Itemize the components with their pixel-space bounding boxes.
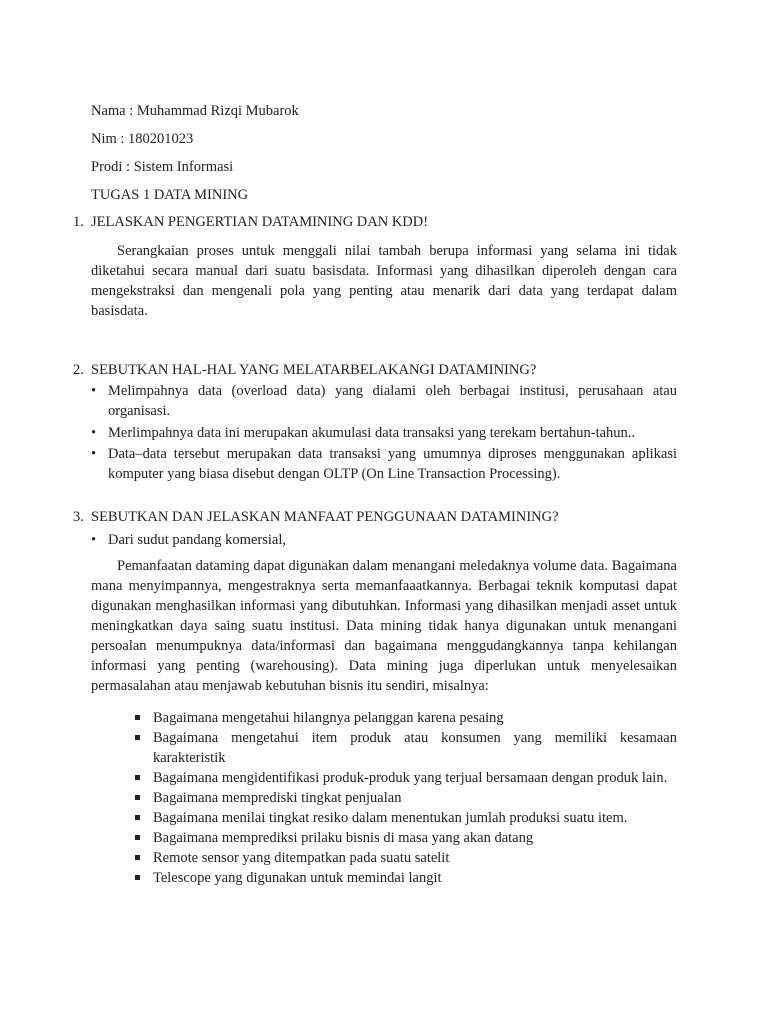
answer-3-paragraph xyxy=(91,556,677,696)
answer-3-list xyxy=(91,530,677,552)
student-nim: Nim : 180201023 xyxy=(91,131,194,147)
student-name: Nama : Muhammad Rizqi Mubarok xyxy=(91,103,299,119)
list-item: Bagaimana mengetahui item produk atau konsumen yang memiliki kesamaan karakteristik xyxy=(135,728,677,768)
list-item: • Data–data tersebut merupakan data transaksi yang umumnya diproses menggunakan aplikasi komputer yang biasa disebut dengan OLTP (On Line Transaction Processing). xyxy=(91,444,677,484)
question-3-number: 3. xyxy=(73,509,84,525)
list-item: Bagaimana memprediski tingkat penjualan xyxy=(135,788,677,808)
answer-2-list xyxy=(91,381,677,486)
answer-3-paragraph-text: Pemanfaatan dataming dapat digunakan dalam menangani meledaknya volume data. Bagaimana mana menyimpannya, mengestraknya serta memanfaaatkannya. Berbagai teknik komputasi dapat digunakan menghasilkan informasi yang dibutuhkan. Informasi yang dihasilkan menjadi asset untuk meningkatkan daya saing suatu institusi. Data mining tidak hanya digunakan untuk menangani persoalan menumpuknya data/informasi dan bagaimana menggudangkannya tanpa kehilangan informasi yang penting (warehousing). Data mining juga diperlukan untuk menyelesaikan permasalahan atau menjawab kebutuhan bisnis itu sendiri, misalnya: xyxy=(91,558,677,694)
list-item: Bagaimana memprediksi prilaku bisnis di masa yang akan datang xyxy=(135,828,677,848)
question-2-text: SEBUTKAN HAL-HAL YANG MELATARBELAKANGI DATAMINING? xyxy=(91,362,537,378)
question-3 xyxy=(73,507,559,527)
list-item: Remote sensor yang ditempatkan pada suatu satelit xyxy=(135,848,677,868)
question-3-text: SEBUTKAN DAN JELASKAN MANFAAT PENGGUNAAN DATAMINING? xyxy=(91,509,559,525)
list-item: • Dari sudut pandang komersial, xyxy=(91,530,677,550)
question-1-number: 1. xyxy=(73,214,84,230)
question-2 xyxy=(73,360,536,380)
study-program: Prodi : Sistem Informasi xyxy=(91,159,234,175)
answer-3-examples xyxy=(135,708,677,888)
list-item: • Merlimpahnya data ini merupakan akumulasi data transaksi yang terekam bertahun-tahun.. xyxy=(91,423,677,443)
assignment-title: TUGAS 1 DATA MINING xyxy=(91,187,249,203)
answer-1-text: Serangkaian proses untuk menggali nilai tambah berupa informasi yang selama ini tidak diketahui secara manual dari suatu basisdata. Informasi yang dihasilkan diperoleh dengan cara mengekstraksi dan mengenali pola yang penting atau menarik dari data yang terdapat dalam basisdata. xyxy=(91,243,677,319)
answer-1 xyxy=(91,241,677,321)
list-item: Bagaimana mengidentifikasi produk-produk yang terjual bersamaan dengan produk lain. xyxy=(135,768,677,788)
list-item: Telescope yang digunakan untuk memindai langit xyxy=(135,868,677,888)
list-item: • Melimpahnya data (overload data) yang dialami oleh berbagai institusi, perusahaan atau organisasi. xyxy=(91,381,677,421)
list-item: Bagaimana menilai tingkat resiko dalam menentukan jumlah produksi suatu item. xyxy=(135,808,677,828)
list-item: Bagaimana mengetahui hilangnya pelanggan karena pesaing xyxy=(135,708,677,728)
question-2-number: 2. xyxy=(73,362,84,378)
question-1 xyxy=(73,212,428,232)
question-1-text: JELASKAN PENGERTIAN DATAMINING DAN KDD! xyxy=(91,214,429,230)
